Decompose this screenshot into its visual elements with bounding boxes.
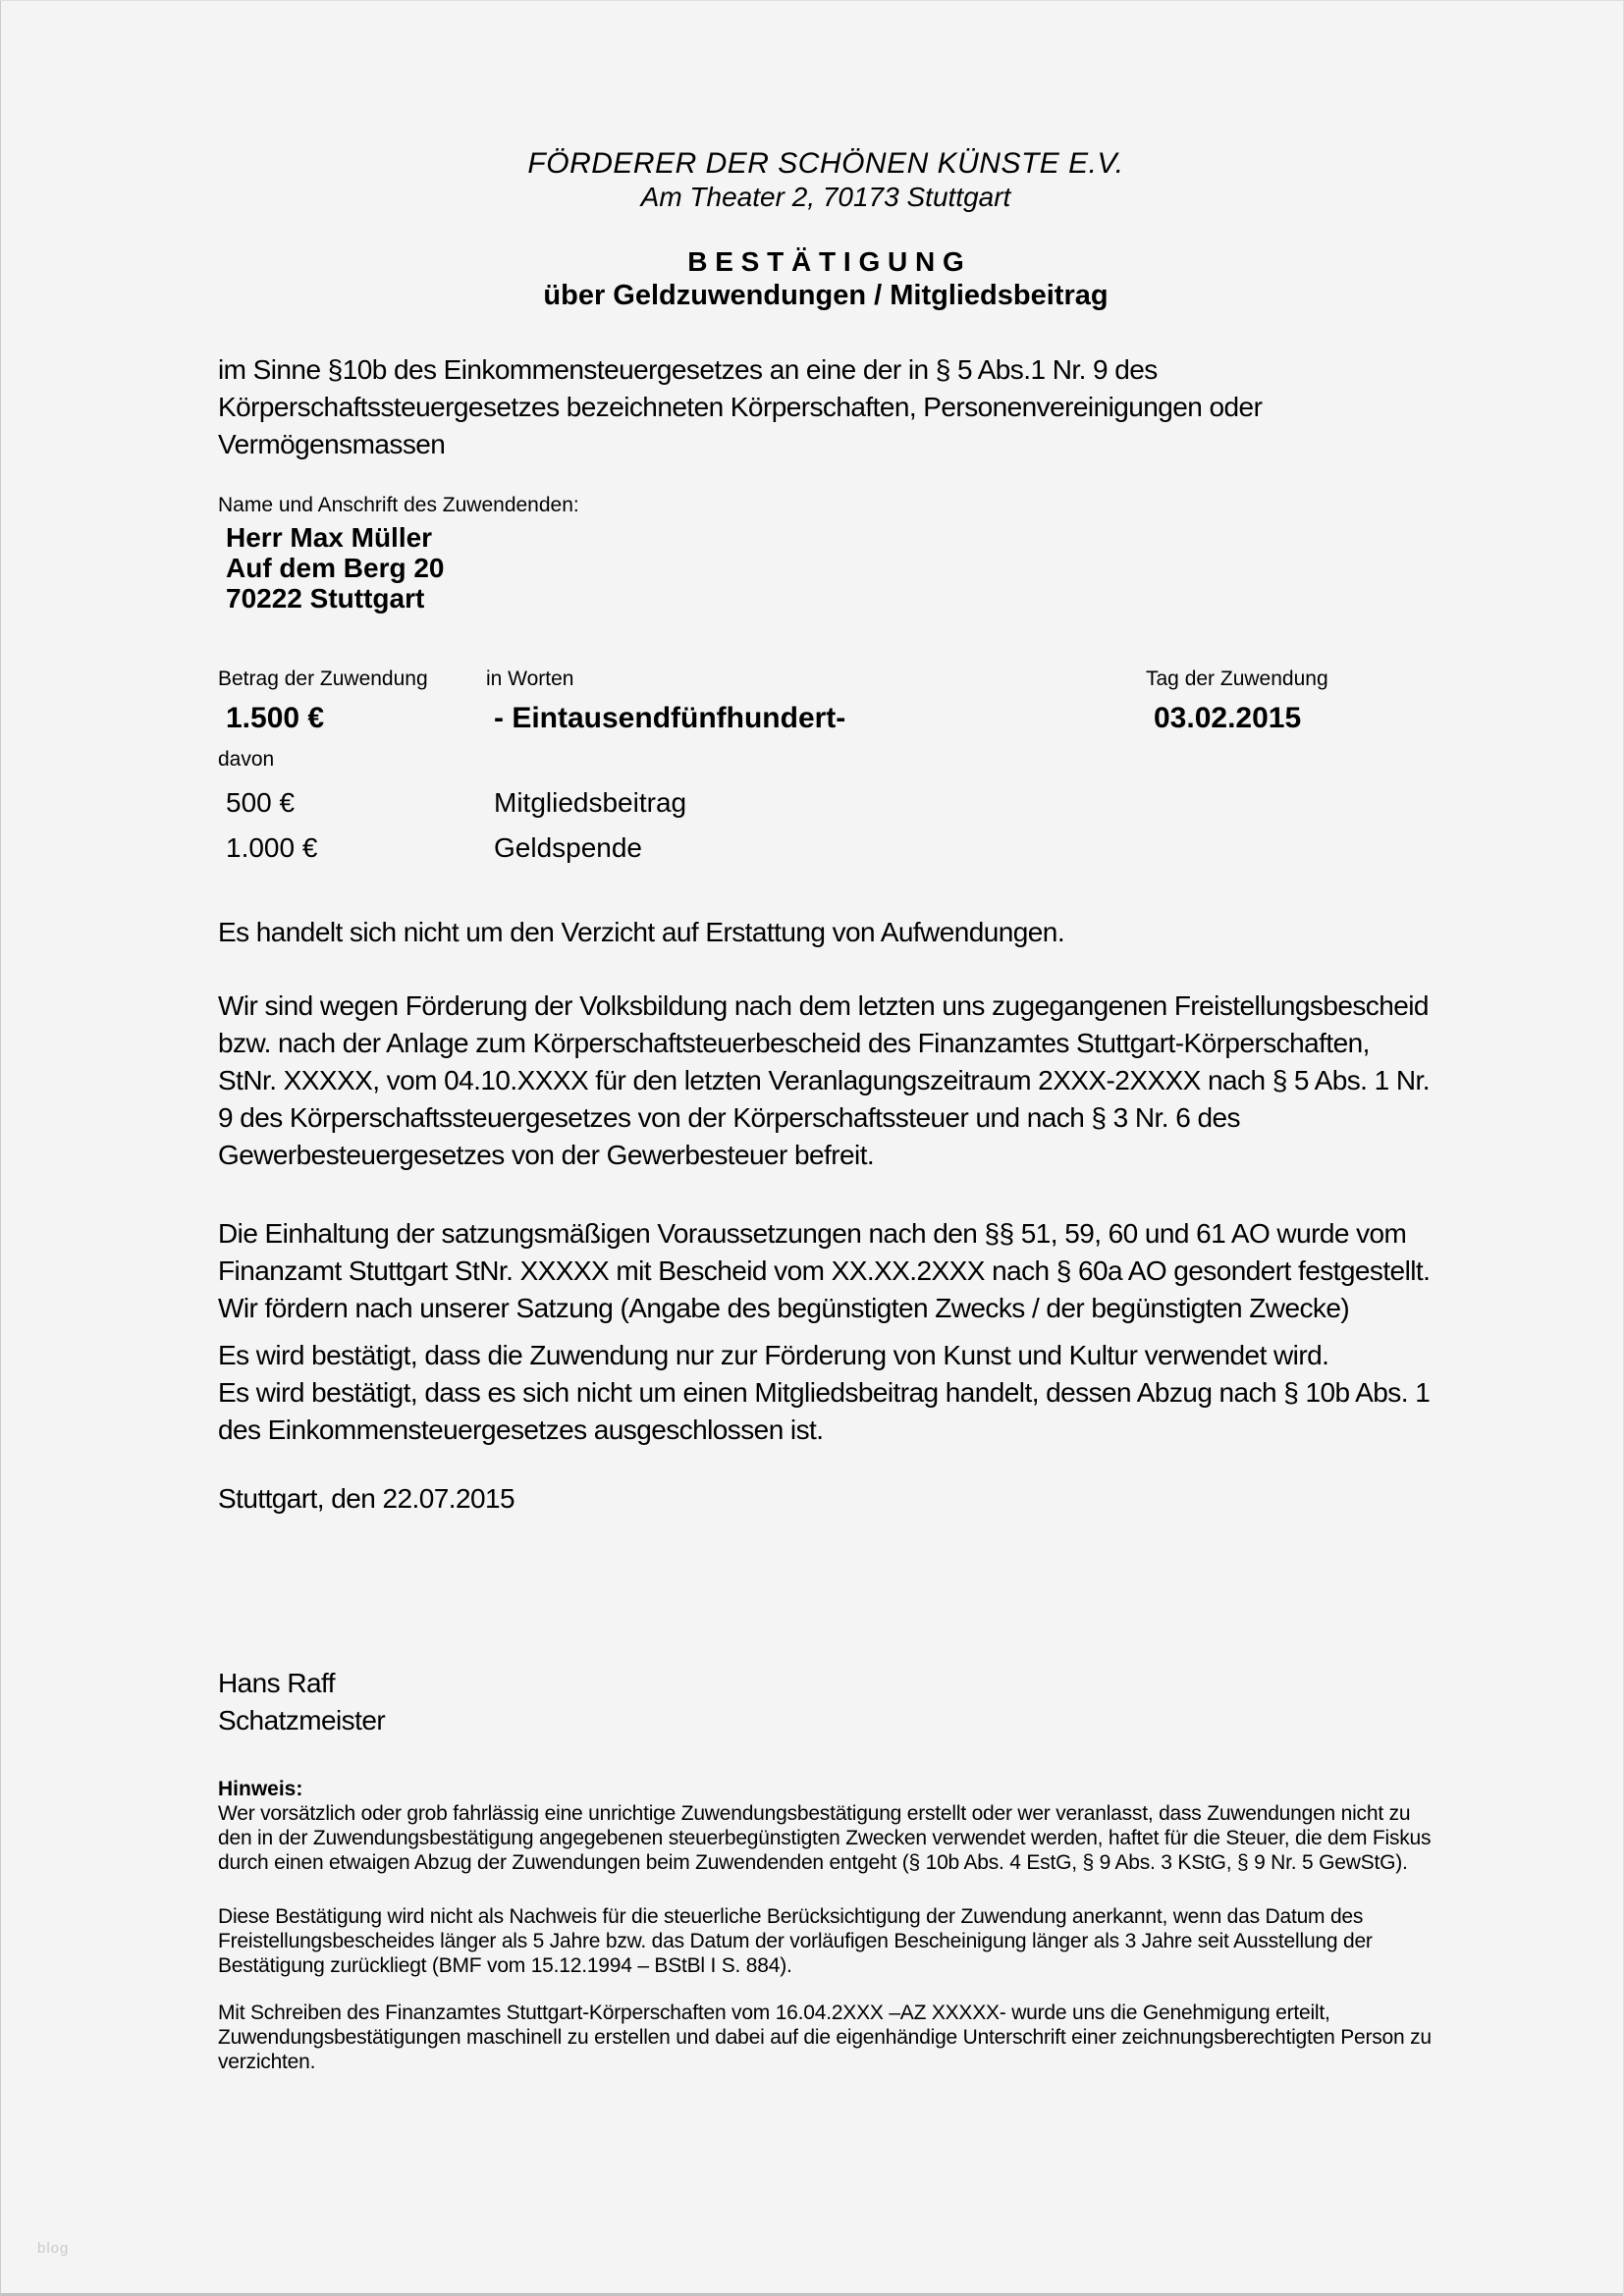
- organization-name: FÖRDERER DER SCHÖNEN KÜNSTE E.V.: [527, 147, 1124, 180]
- place-and-date: Stuttgart, den 22.07.2015: [218, 1483, 515, 1514]
- breakdown-type: Geldspende: [494, 832, 643, 863]
- total-amount-value: 1.500 €: [226, 702, 325, 734]
- document-subtitle: über Geldzuwendungen / Mitgliedsbeitrag: [543, 280, 1109, 311]
- letterhead: [218, 0, 1434, 312]
- waiver-paragraph: Es handelt sich nicht um den Verzicht auf Erstattung von Aufwendungen.: [218, 917, 1065, 947]
- organization-address: Am Theater 2, 70173 Stuttgart: [640, 182, 1011, 212]
- hinweis-label: Hinweis:: [218, 1778, 303, 1800]
- compliance-paragraph: Die Einhaltung der satzungsmäßigen Voraussetzungen nach den §§ 51, 59, 60 und 61 AO wurde vom Finanzamt Stuttgart StNr. XXXXX mit Bescheid vom XX.XX.2XXX nach § 60a AO gesondert festgestellt. Wir fördern nach unserer Satzung (Angabe des begünstigten Zwecks / der begünstigten Zwecke): [218, 1218, 1431, 1323]
- hinweis-paragraph-2: Diese Bestätigung wird nicht als Nachweis für die steuerliche Berücksichtigung der Zuwendung anerkannt, wenn das Datum des Freistellungsbescheides länger als 5 Jahre bzw. das Datum der vorläufigen Bescheinigung länger als 3 Jahre seit Ausstellung der Bestätigung zurückliegt (BMF vom 15.12.1994 – BStBl I S. 884).: [218, 1905, 1373, 1977]
- hinweis-paragraph-1: Wer vorsätzlich oder grob fahrlässig eine unrichtige Zuwendungsbestätigung erstellt oder wer veranlasst, dass Zuwendungen nicht zu den in der Zuwendungsbestätigung angegebenen steuerbegünstigten Zwecken verwendet werden, haftet für die Steuer, die dem Fiskus durch einen etwaigen Abzug der Zuwendungen beim Zuwendenden entgeht (§ 10b Abs. 4 EstG, § 9 Abs. 3 KStG, § 9 Nr. 5 GewStG).: [218, 1802, 1432, 1874]
- breakdown-amount: 1.000 €: [226, 832, 318, 863]
- amounts-table: [218, 667, 1434, 863]
- signer-name: Hans Raff: [218, 1668, 335, 1698]
- document-title: B E S T Ä T I G U N G: [687, 246, 964, 277]
- signer-role: Schatzmeister: [218, 1705, 386, 1735]
- blog-watermark: blog: [37, 2240, 70, 2257]
- hinweis-section: [218, 1777, 1434, 2074]
- date-column-header: Tag der Zuwendung: [1146, 667, 1328, 690]
- amount-column-header: Betrag der Zuwendung: [218, 667, 428, 690]
- donor-block: [218, 493, 1434, 614]
- signature-block: [218, 1665, 1434, 1739]
- words-column-header: in Worten: [486, 667, 574, 690]
- confirmation-membership-paragraph: Es wird bestätigt, dass es sich nicht um einen Mitgliedsbeitrag handelt, dessen Abzug nach § 10b Abs. 1 des Einkommensteuergesetzes ausgeschlossen ist.: [218, 1377, 1431, 1445]
- donor-street: Auf dem Berg 20: [226, 553, 445, 583]
- donor-label: Name und Anschrift des Zuwendenden:: [218, 494, 579, 516]
- hinweis-paragraph-3: Mit Schreiben des Finanzamtes Stuttgart-Körperschaften vom 16.04.2XXX –AZ XXXXX- wurde uns die Genehmigung erteilt, Zuwendungsbestätigungen maschinell zu erstellen und dabei auf die eigenhändige Unterschrift einer zeichnungsberechtigten Person zu verzichten.: [218, 2002, 1432, 2073]
- amount-in-words-value: - Eintausendfünfhundert-: [494, 702, 846, 734]
- donation-date-value: 03.02.2015: [1154, 702, 1302, 734]
- donor-name: Herr Max Müller: [226, 522, 433, 553]
- davon-label: davon: [218, 748, 275, 771]
- breakdown-type: Mitgliedsbeitrag: [494, 787, 687, 818]
- intro-paragraph: im Sinne §10b des Einkommensteuergesetzes an eine der in § 5 Abs.1 Nr. 9 des Körperschaftssteuergesetzes bezeichneten Körperschaften, Personenvereinigungen oder Vermögensmassen: [218, 354, 1263, 459]
- tax-exemption-paragraph: Wir sind wegen Förderung der Volksbildung nach dem letzten uns zugegangenen Freistellungsbescheid bzw. nach der Anlage zum Körperschaftsteuerbescheid des Finanzamtes Stuttgart-Körperschaften, StNr. XXXXX, vom 04.10.XXXX für den letzten Veranlagungszeitraum 2XXX-2XXXX nach § 5 Abs. 1 Nr. 9 des Körperschaftssteuergesetzes von der Körperschaftssteuer und nach § 3 Nr. 6 des Gewerbesteuergesetzes von der Gewerbesteuer befreit.: [218, 990, 1430, 1170]
- confirmation-use-paragraph: Es wird bestätigt, dass die Zuwendung nur zur Förderung von Kunst und Kultur verwendet wird.: [218, 1340, 1329, 1370]
- breakdown-amount: 500 €: [226, 787, 296, 818]
- document-content: [218, 0, 1434, 2074]
- donor-city: 70222 Stuttgart: [226, 583, 425, 614]
